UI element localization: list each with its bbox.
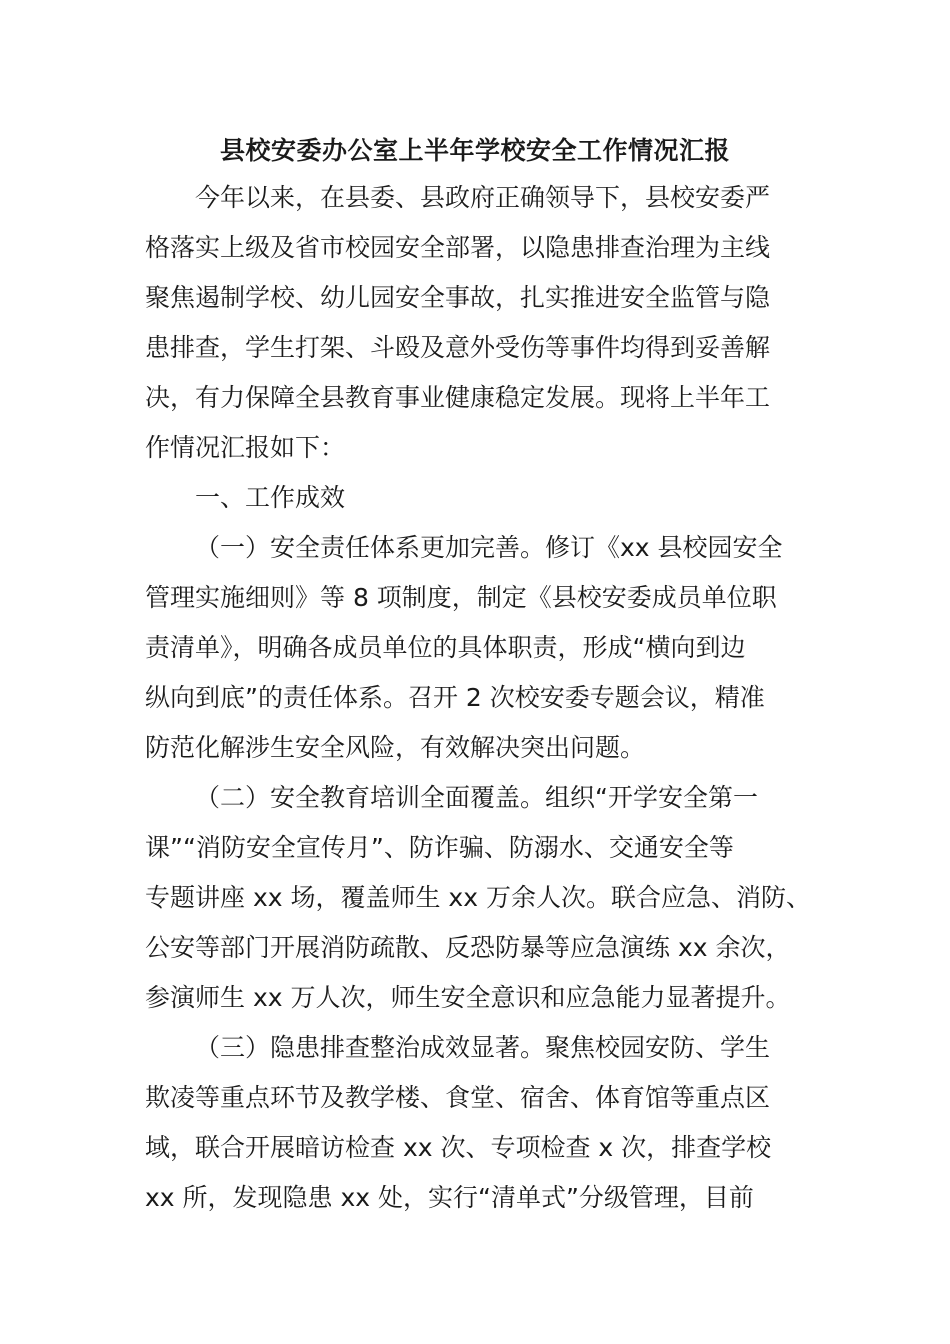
paragraph-line: 格落实上级及省市校园安全部署，以隐患排查治理为主线 xyxy=(145,233,771,262)
paragraph-line: 患排查，学生打架、斗殴及意外受伤等事件均得到妥善解 xyxy=(145,333,771,362)
paragraph-line: 参演师生 xx 万人次，师生安全意识和应急能力显著提升。 xyxy=(145,983,791,1012)
paragraph-line: xx 所，发现隐患 xx 处，实行“清单式”分级管理，目前 xyxy=(145,1183,754,1212)
paragraph-line: 责清单》，明确各成员单位的具体职责，形成“横向到边 xyxy=(145,633,746,662)
paragraph-line: 专题讲座 xx 场，覆盖师生 xx 万余人次。联合应急、消防、 xyxy=(145,883,811,912)
paragraph-line: 纵向到底”的责任体系。召开 2 次校安委专题会议，精准 xyxy=(145,683,765,712)
paragraph-line: （一）安全责任体系更加完善。修订《xx 县校园安全 xyxy=(195,533,783,562)
paragraph-line: 聚焦遏制学校、幼儿园安全事故，扎实推进安全监管与隐 xyxy=(145,283,771,312)
paragraph-line: （三）隐患排查整治成效显著。聚焦校园安防、学生 xyxy=(195,1033,771,1062)
paragraph-line: 决，有力保障全县教育事业健康稳定发展。现将上半年工 xyxy=(145,383,771,412)
paragraph-line: （二）安全教育培训全面覆盖。组织“开学安全第一 xyxy=(195,783,758,812)
paragraph-line: 防范化解涉生安全风险，有效解决突出问题。 xyxy=(145,733,646,762)
document-title: 县校安委办公室上半年学校安全工作情况汇报 xyxy=(219,136,730,165)
paragraph-line: 课”“消防安全宣传月”、防诈骗、防溺水、交通安全等 xyxy=(145,833,734,862)
paragraph-line: 公安等部门开展消防疏散、反恐防暴等应急演练 xx 余次， xyxy=(145,933,791,962)
paragraph-line: 欺凌等重点环节及教学楼、食堂、宿舍、体育馆等重点区 xyxy=(145,1083,771,1112)
paragraph-line: 管理实施细则》等 8 项制度，制定《县校安委成员单位职 xyxy=(145,583,777,612)
paragraph-line: 作情况汇报如下： xyxy=(145,433,346,462)
paragraph-line: 今年以来，在县委、县政府正确领导下，县校安委严 xyxy=(195,183,771,212)
section-heading: 一、工作成效 xyxy=(195,483,346,512)
paragraph-line: 域，联合开展暗访检查 xx 次、专项检查 x 次，排查学校 xyxy=(145,1133,772,1162)
